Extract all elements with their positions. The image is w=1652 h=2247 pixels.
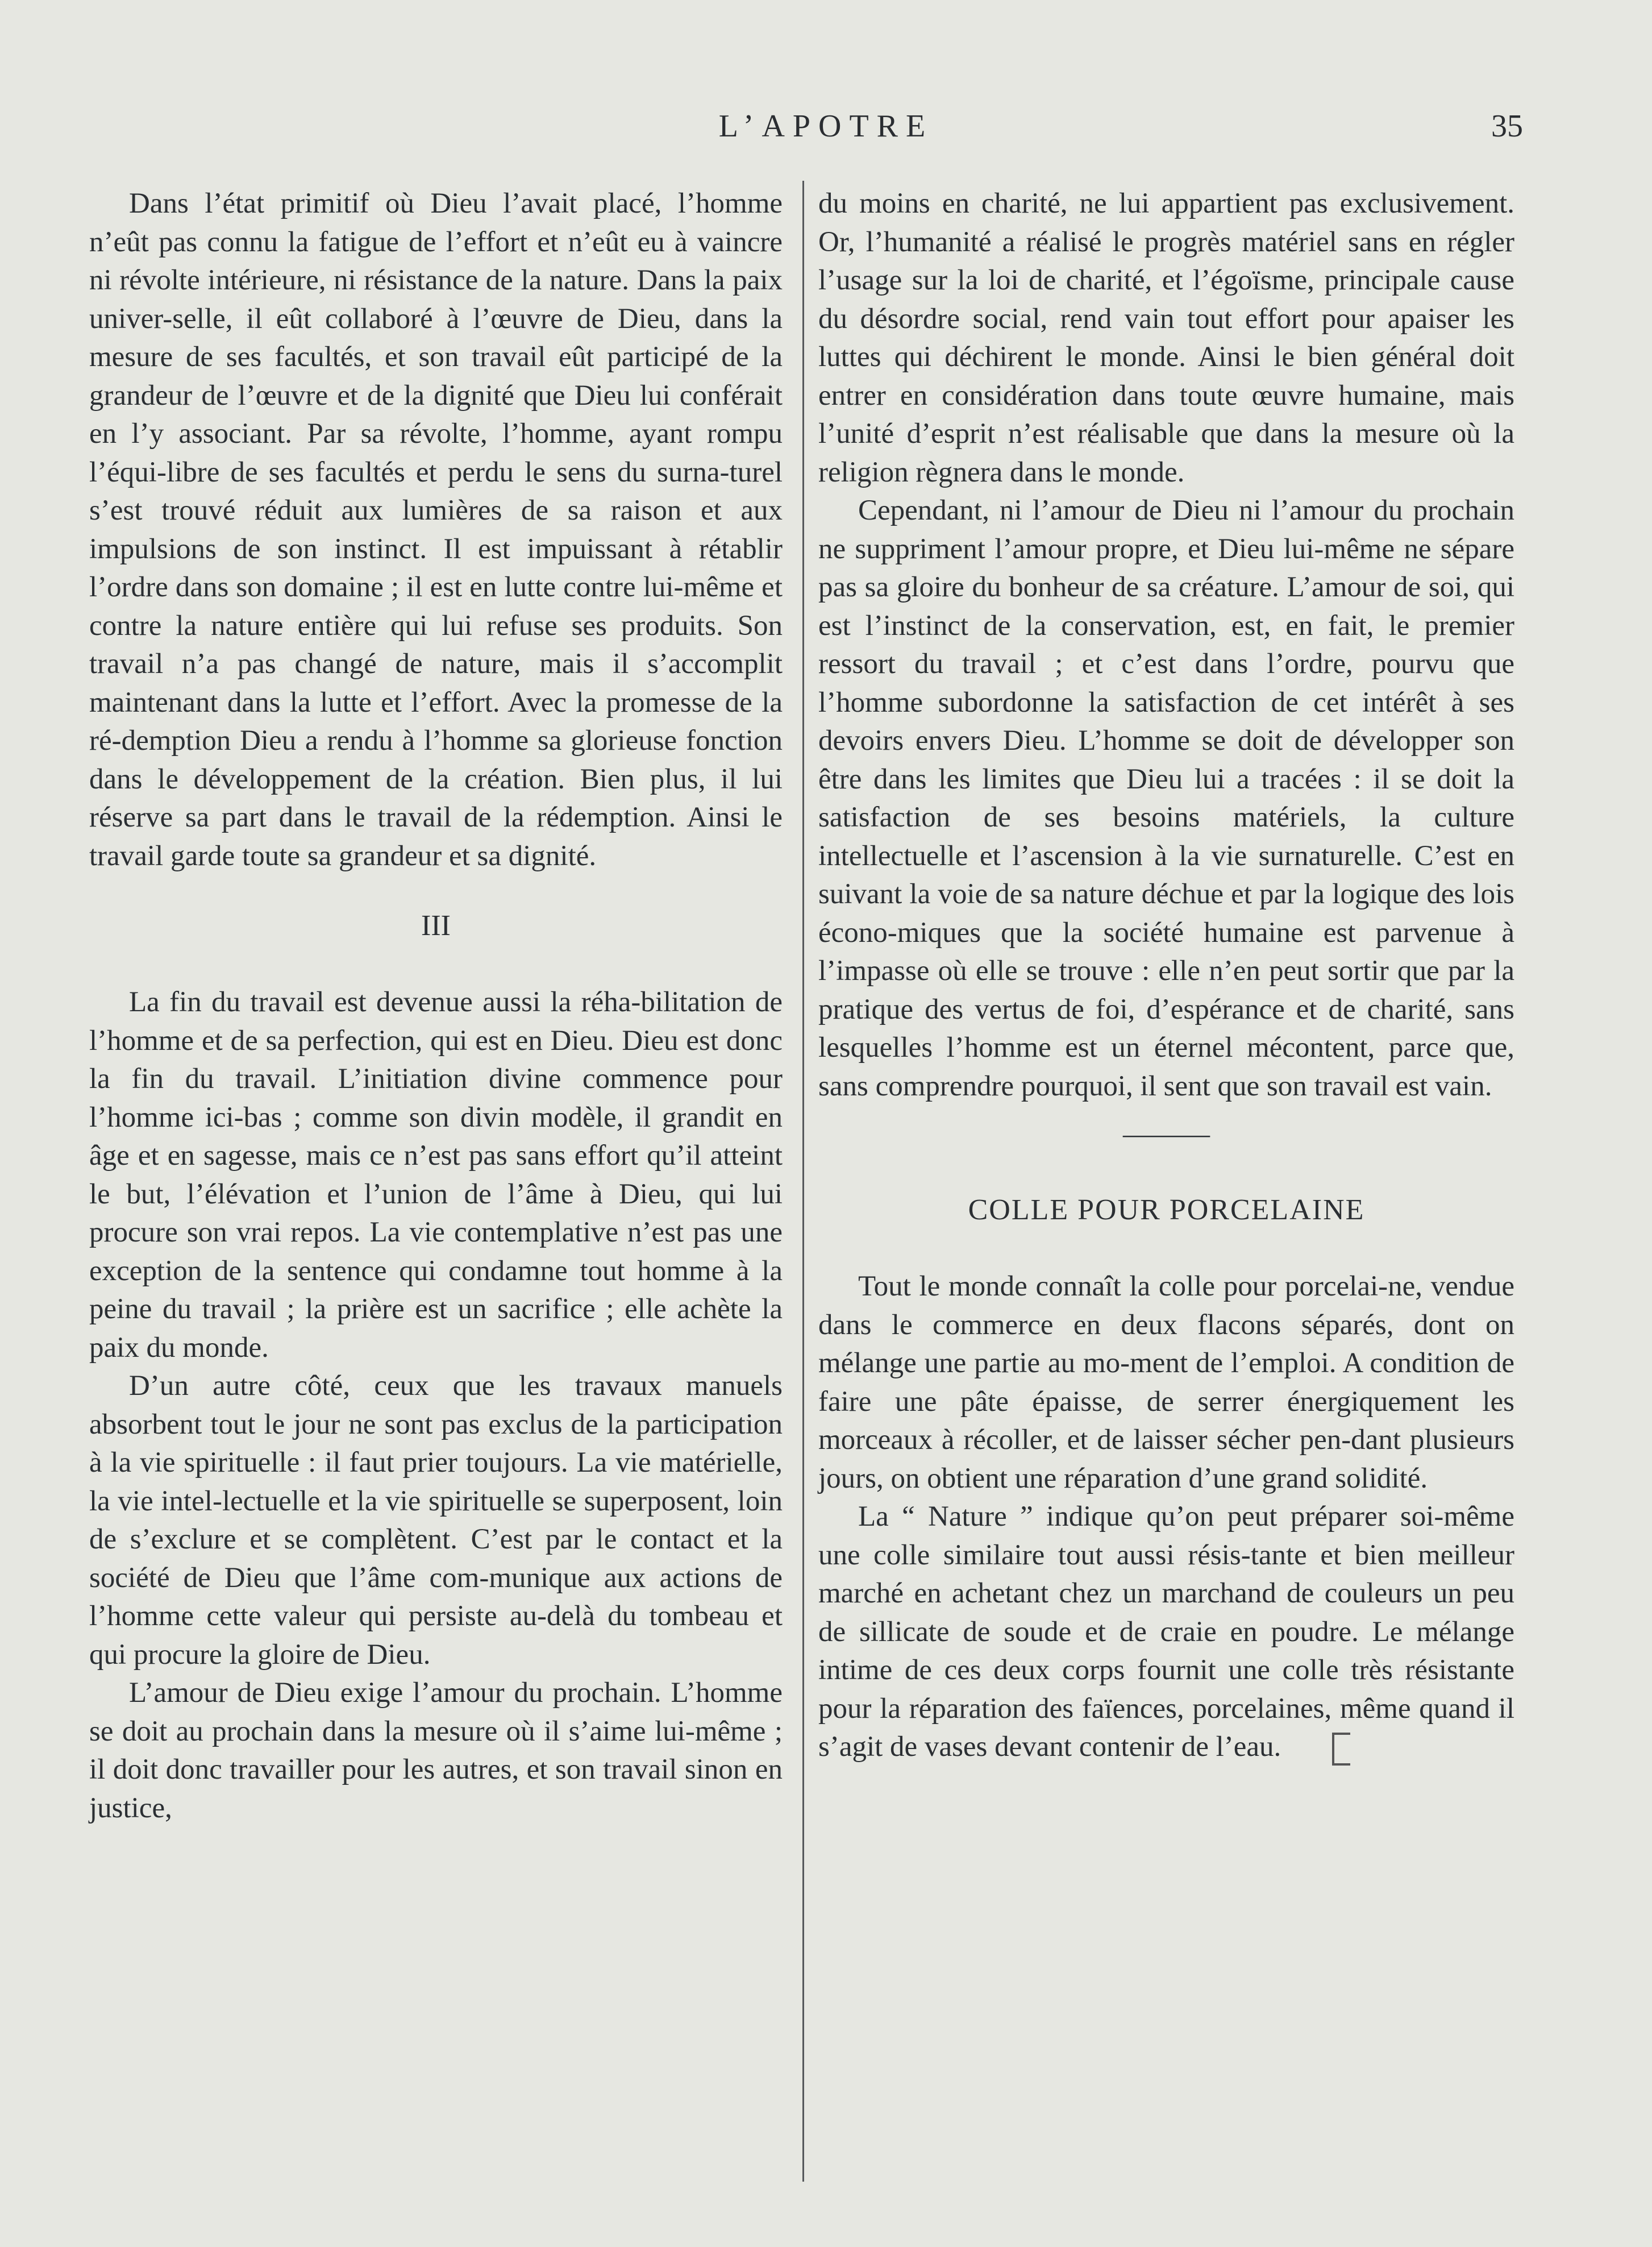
left-paragraph-2: La fin du travail est devenue aussi la réha-bilitation de l’homme et de sa perfection, qui est en Dieu. Dieu est donc la fin du travail. L’initiation divine commence pour l’homme ici-bas ; comme son divin modèle, il grandit en âge et en sagesse, mais ce n’est pas sans effort qu’il atteint le but, l’élévation et l’union de l’âme à Dieu, qui lui procure son vrai repos. La vie contemplative n’est pas une exception de la sentence qui condamne tout homme à la peine du travail ; la prière est un sacrifice ; elle achète la paix du monde. xyxy=(89,986,783,1364)
column-divider xyxy=(802,181,804,2182)
running-header-title: L’APOTRE xyxy=(718,109,934,144)
right-paragraph-4 xyxy=(818,1498,1514,1767)
left-column xyxy=(89,185,783,1827)
article-title: COLLE POUR PORCELAINE xyxy=(968,1194,1365,1226)
right-paragraph-2: Cependant, ni l’amour de Dieu ni l’amour du prochain ne suppriment l’amour propre, et Dieu lui-même ne sépare pas sa gloire du bonheur de sa créature. L’amour de soi, qui est l’instinct de la conservation, est, en fait, le premier ressort du travail ; et c’est dans l’ordre, pourvu que l’homme subordonne la satisfaction de cet intérêt à ses devoirs envers Dieu. L’homme se doit de développer son être dans les limites que Dieu lui a tracées : il se doit la satisfaction de ses besoins matériels, la culture intellectuelle et l’ascension à la vie surnaturelle. C’est en suivant la voie de sa nature déchue et par la logique des lois écono-miques que la société humaine est parvenue à l’impasse où elle se trouve : elle n’en peut sortir que par la pratique des vertus de foi, d’espérance et de charité, sans lesquelles l’homme est un éternel mécontent, parce que, sans comprendre pourquoi, il sent que son travail est vain. xyxy=(818,495,1514,1102)
right-paragraph-4-text: La “ Nature ” indique qu’on peut préparer soi-même une colle similaire tout aussi résis-tante et bien meilleur marché en achetant chez un marchand de couleurs un peu de sillicate de soude et de craie en poudre. Le mélange intime de ces deux corps fournit une colle très résistante pour la réparation des faïences, porcelaines, même quand il s’agit de vases devant contenir de l’eau. xyxy=(818,1501,1514,1763)
right-paragraph-1: du moins en charité, ne lui appartient pas exclusivement. Or, l’humanité a réalisé le progrès matériel sans en régler l’usage sur la loi de charité, et l’égoïsme, principale cause du désordre social, rend vain tout effort pour apaiser les luttes qui déchirent le monde. Ainsi le bien général doit entrer en considération dans toute œuvre humaine, mais l’unité d’esprit n’est réalisable que dans la mesure où la religion règnera dans le monde. xyxy=(818,188,1514,488)
right-column xyxy=(818,185,1514,1767)
left-paragraph-4: L’amour de Dieu exige l’amour du prochain. L’homme se doit au prochain dans la mesure où il s’aime lui-même ; il doit donc travailler pour les autres, et son travail sinon en justice, xyxy=(89,1677,783,1824)
right-paragraph-3: Tout le monde connaît la colle pour porcelai-ne, vendue dans le commerce en deux flacons séparés, dont on mélange une partie au mo-ment de l’emploi. A condition de faire une pâte épaisse, de serrer énergiquement les morceaux à récoller, et de laisser sécher pen-dant plusieurs jours, on obtient une réparation d’une grand solidité. xyxy=(818,1270,1514,1494)
section-heading: III xyxy=(421,909,451,942)
end-of-article-mark xyxy=(1332,1733,1350,1766)
left-paragraph-1: Dans l’état primitif où Dieu l’avait placé, l’homme n’eût pas connu la fatigue de l’effort et n’eût eu à vaincre ni révolte intérieure, ni résistance de la nature. Dans la paix univer-selle, il eût collaboré à l’œuvre de Dieu, dans la mesure de ses facultés, et son travail eût participé de la grandeur de l’œuvre et de la dignité que Dieu lui conférait en l’y associant. Par sa révolte, l’homme, ayant rompu l’équi-libre de ses facultés et perdu le sens du surna-turel s’est trouvé réduit aux lumières de sa raison et aux impulsions de son instinct. Il est impuissant à rétablir l’ordre dans son domaine ; il est en lutte contre lui-même et contre la nature entière qui lui refuse ses produits. Son travail n’a pas changé de nature, mais il s’accomplit maintenant dans la lutte et l’effort. Avec la promesse de la ré-demption Dieu a rendu à l’homme sa glorieuse fonction dans le développement de la création. Bien plus, il lui réserve sa part dans le travail de la rédemption. Ainsi le travail garde toute sa grandeur et sa dignité. xyxy=(89,188,783,872)
article-separator: ——— xyxy=(1123,1118,1210,1150)
left-paragraph-3: D’un autre côté, ceux que les travaux manuels absorbent tout le jour ne sont pas exclus de la participation à la vie spirituelle : il faut prier toujours. La vie matérielle, la vie intel-lectuelle et la vie spirituelle se superposent, loin de s’exclure et se complètent. C’est par le contact et la société de Dieu que l’âme com-munique aux actions de l’homme cette valeur qui persiste au-delà du tombeau et qui procure la gloire de Dieu. xyxy=(89,1370,783,1671)
page-number: 35 xyxy=(1491,109,1523,144)
